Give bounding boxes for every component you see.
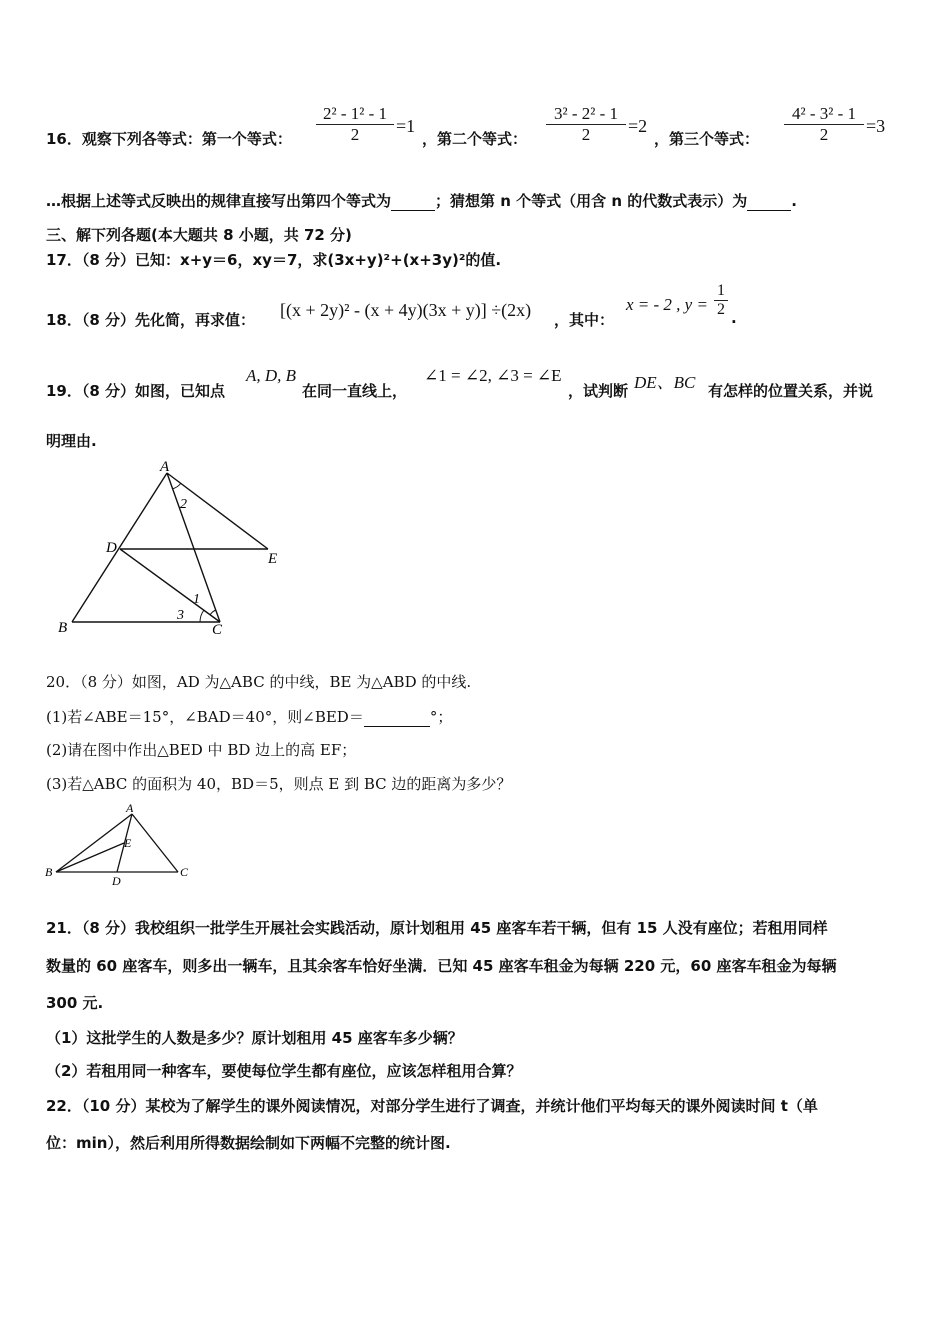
q16-line2-end: . xyxy=(791,192,797,210)
q18-half-denominator: 2 xyxy=(717,301,725,318)
angle-2-arc xyxy=(172,483,181,489)
q16-fraction-2 xyxy=(546,104,626,145)
label-angle-3: 3 xyxy=(177,608,184,623)
q19-prefix: 19．（8 分）如图，已知点 xyxy=(46,382,226,400)
q19-lines: DE、BC xyxy=(634,373,696,392)
label-angle-1: 1 xyxy=(193,592,200,607)
section-3-heading: 三、解下列各题(本大题共 8 小题，共 72 分) xyxy=(46,226,352,244)
q20-figure xyxy=(42,800,197,890)
q18-mid: ，其中： xyxy=(554,311,615,329)
q21-sub2: （2）若租用同一种客车，要使每位学生都有座位，应该怎样租用合算？ xyxy=(46,1062,522,1080)
label-D: D xyxy=(112,874,121,888)
q19-tail: 有怎样的位置关系，并说 xyxy=(708,382,874,400)
q16-blank-1[interactable] xyxy=(391,192,435,211)
q16-f1-result: =1 xyxy=(396,116,416,136)
q16-f1-numerator: 2² - 1² - 1 xyxy=(316,104,394,125)
label-C: C xyxy=(180,865,189,879)
q16-fraction-3 xyxy=(784,104,864,145)
q16-f2-result: =2 xyxy=(628,116,648,136)
q20-line4: (3)若△ABC 的面积为 40，BD＝5，则点 E 到 BC 边的距离为多少？ xyxy=(46,775,512,793)
q18-half-numerator: 1 xyxy=(714,282,728,301)
q16-blank-2[interactable] xyxy=(747,192,791,211)
q16-prefix: 16．观察下列各等式：第一个等式： xyxy=(46,130,292,148)
label-D: D xyxy=(106,540,117,556)
q20-line2 xyxy=(46,706,452,727)
q18-end: . xyxy=(731,309,737,327)
q19-points: A, D, B xyxy=(246,366,297,385)
q16-line2-a: …根据上述等式反映出的规律直接写出第四个等式为 xyxy=(46,192,392,210)
q18-half-fraction xyxy=(714,282,728,319)
q19-figure xyxy=(50,455,290,640)
q18-condition: x = - 2 , y = xyxy=(626,295,708,314)
q20-line2-b: °； xyxy=(429,708,453,726)
q22-line1: 22．（10 分）某校为了解学生的课外阅读情况，对部分学生进行了调查，并统计他们平均每天的课外阅读时间 t（单 xyxy=(46,1097,818,1115)
label-E: E xyxy=(124,836,132,850)
q16-line2-b: ；猜想第 n 个等式（用含 n 的代数式表示）为 xyxy=(435,192,748,210)
q21-line3: 300 元. xyxy=(46,994,104,1012)
q20-line3: (2)请在图中作出△BED 中 BD 边上的高 EF； xyxy=(46,741,357,759)
q16-f2-denominator: 2 xyxy=(581,125,591,144)
q16-f3-numerator: 4² - 3² - 1 xyxy=(784,104,864,125)
q21-line1: 21．（8 分）我校组织一批学生开展社会实践活动，原计划租用 45 座客车若干辆，但有 15 人没有座位；若租用同样 xyxy=(46,919,828,937)
q16-f1-denominator: 2 xyxy=(350,125,360,144)
line-DC xyxy=(120,549,220,622)
q16-f2-numerator: 3² - 2² - 1 xyxy=(546,104,626,125)
label-C: C xyxy=(212,622,223,638)
q19-mid2: ，试判断 xyxy=(568,382,629,400)
q21-line2: 数量的 60 座客车，则多出一辆车，且其余客车恰好坐满．已知 45 座客车租金为每辆 220 元，60 座客车租金为每辆 xyxy=(46,957,837,975)
q21-sub1: （1）这批学生的人数是多少？原计划租用 45 座客车多少辆？ xyxy=(46,1029,463,1047)
q20-blank[interactable] xyxy=(364,708,430,727)
q18-expression: [(x + 2y)² - (x + 4y)(3x + y)] ÷(2x) xyxy=(280,300,532,320)
label-A: A xyxy=(126,801,134,815)
q19-angles: ∠1 = ∠2, ∠3 = ∠E xyxy=(424,366,562,385)
q18-prefix: 18．（8 分）先化简，再求值： xyxy=(46,311,256,329)
line-AB xyxy=(72,473,167,622)
q16-mid1: ，第二个等式： xyxy=(422,130,528,148)
label-angle-2: 2 xyxy=(180,497,187,512)
label-B: B xyxy=(58,620,68,636)
q16-mid2: ，第三个等式： xyxy=(654,130,760,148)
q16-fraction-1 xyxy=(316,104,394,145)
line-BE xyxy=(56,843,124,872)
angle-1-arc xyxy=(210,610,216,615)
q17-text: 17．（8 分）已知：x+y＝6，xy＝7，求(3x+y)²+(x+3y)²的值. xyxy=(46,251,502,269)
q20-line2-a: (1)若∠ABE＝15°，∠BAD＝40°，则∠BED＝ xyxy=(46,708,364,726)
q19-line2: 明理由. xyxy=(46,432,97,450)
q22-line2: 位：min），然后利用所得数据绘制如下两幅不完整的统计图. xyxy=(46,1134,451,1152)
label-B: B xyxy=(45,865,53,879)
label-E: E xyxy=(268,551,278,567)
q16-f3-result: =3 xyxy=(866,116,886,136)
q19-mid1: 在同一直线上， xyxy=(302,382,408,400)
q20-line1: 20．（8 分）如图，AD 为△ABC 的中线，BE 为△ABD 的中线. xyxy=(46,673,472,691)
q16-line2 xyxy=(46,190,797,211)
angle-3-arc xyxy=(200,610,204,622)
q16-f3-denominator: 2 xyxy=(819,125,829,144)
label-A: A xyxy=(160,459,170,475)
line-AB xyxy=(56,814,132,872)
line-AC xyxy=(132,814,178,872)
